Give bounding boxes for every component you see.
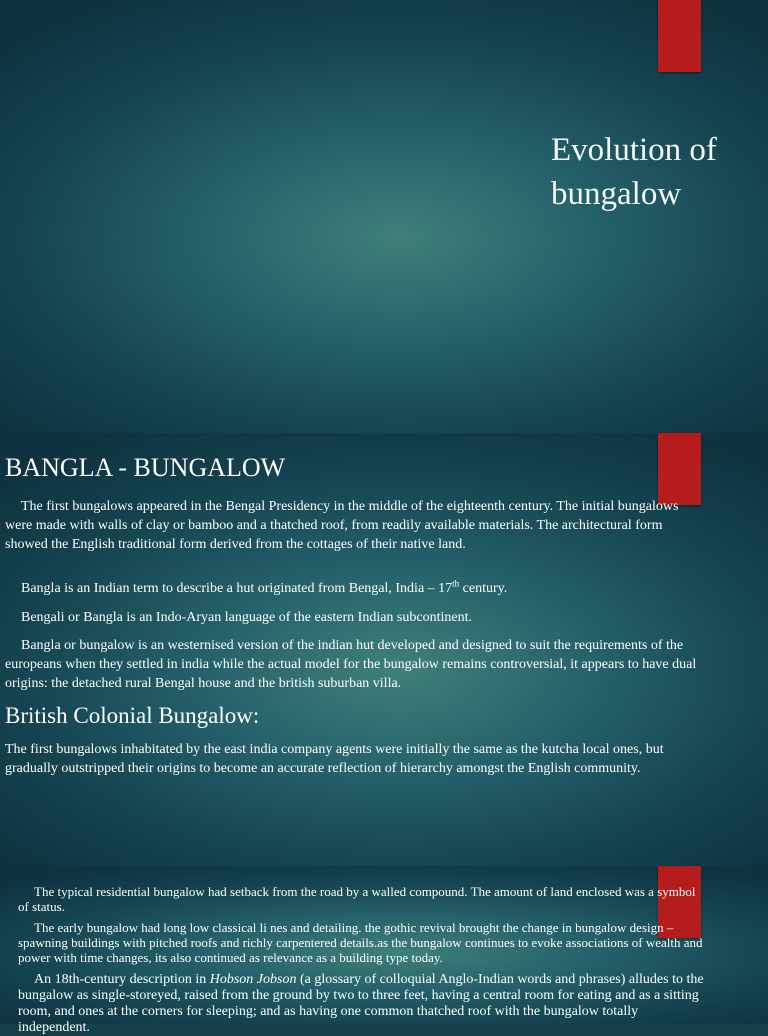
bangla-term-sup: th [452,578,460,589]
title-line-1: Evolution of [551,132,717,168]
paragraph-first-bungalows: The first bungalows appeared in the Bengal Presidency in the middle of the eighteenth century. The initial bungalows were made with walls of clay or bamboo and a thatched roof, from readily available materials. The architectural form showed the English traditional form derived from the cottages of their native land. [5,499,679,552]
red-accent-bar [658,0,701,72]
paragraph-bangla-term [5,579,705,598]
hobson-start: An 18th-century description in [34,972,210,987]
hobson-rest: (a glossary of colloquial Anglo-Indian words and phrases) alludes to the bungalow as single-storeyed, raised from the ground by two to three feet, having a central room for eating and as a sitting room, and ones at the corners for sleeping; and as having one common thatched roof with the bungalow totally independent. [18,972,704,1035]
slide-title-heading [551,128,761,216]
red-accent-bar [658,433,701,505]
slide-title [0,0,768,433]
slide-heading: BANGLA - BUNGALOW [5,453,286,482]
hobson-jobson-title: Hobson Jobson [209,972,297,987]
paragraph-westernised-version: Bangla or bungalow is an westernised version of the indian hut developed and designed to suit the requirements of the europeans when they settled in india while the actual model for the bungalow remains controversial, it appears to have dual origins: the detached rural Bengal house and the british suburban villa. [5,638,697,691]
title-line-2: bungalow [551,176,682,212]
paragraph-early-bungalow: The early bungalow had long low classical li nes and detailing. the gothic revival brought the change in bungalow design – spawning buildings with pitched roofs and richly carpentered details.as the bungalow continues to evoke associations of wealth and power with time changes, its also continued as relevance as a building type today. [18,920,703,965]
slide-bangla-bungalow [0,433,768,866]
paragraph-hobson-jobson [18,972,708,1036]
paragraph-bengali-language: Bengali or Bangla is an Indo-Aryan language of the eastern Indian subcontinent. [21,610,472,625]
bangla-term-text: Bangla is an Indian term to describe a hut originated from Bengal, India – 17 [21,581,453,596]
subheading-british-colonial: British Colonial Bungalow: [5,703,260,728]
bangla-term-end: century. [459,581,508,596]
paragraph-east-india-company: The first bungalows inhabitated by the east india company agents were initially the same as the kutcha local ones, but gradually outstripped their origins to become an accurate reflection of hierarchy amongst the English community. [5,742,664,776]
slide-residential-bungalow [0,866,768,1035]
paragraph-setback: The typical residential bungalow had setback from the road by a walled compound. The amount of land enclosed was a symbol of status. [18,884,696,914]
